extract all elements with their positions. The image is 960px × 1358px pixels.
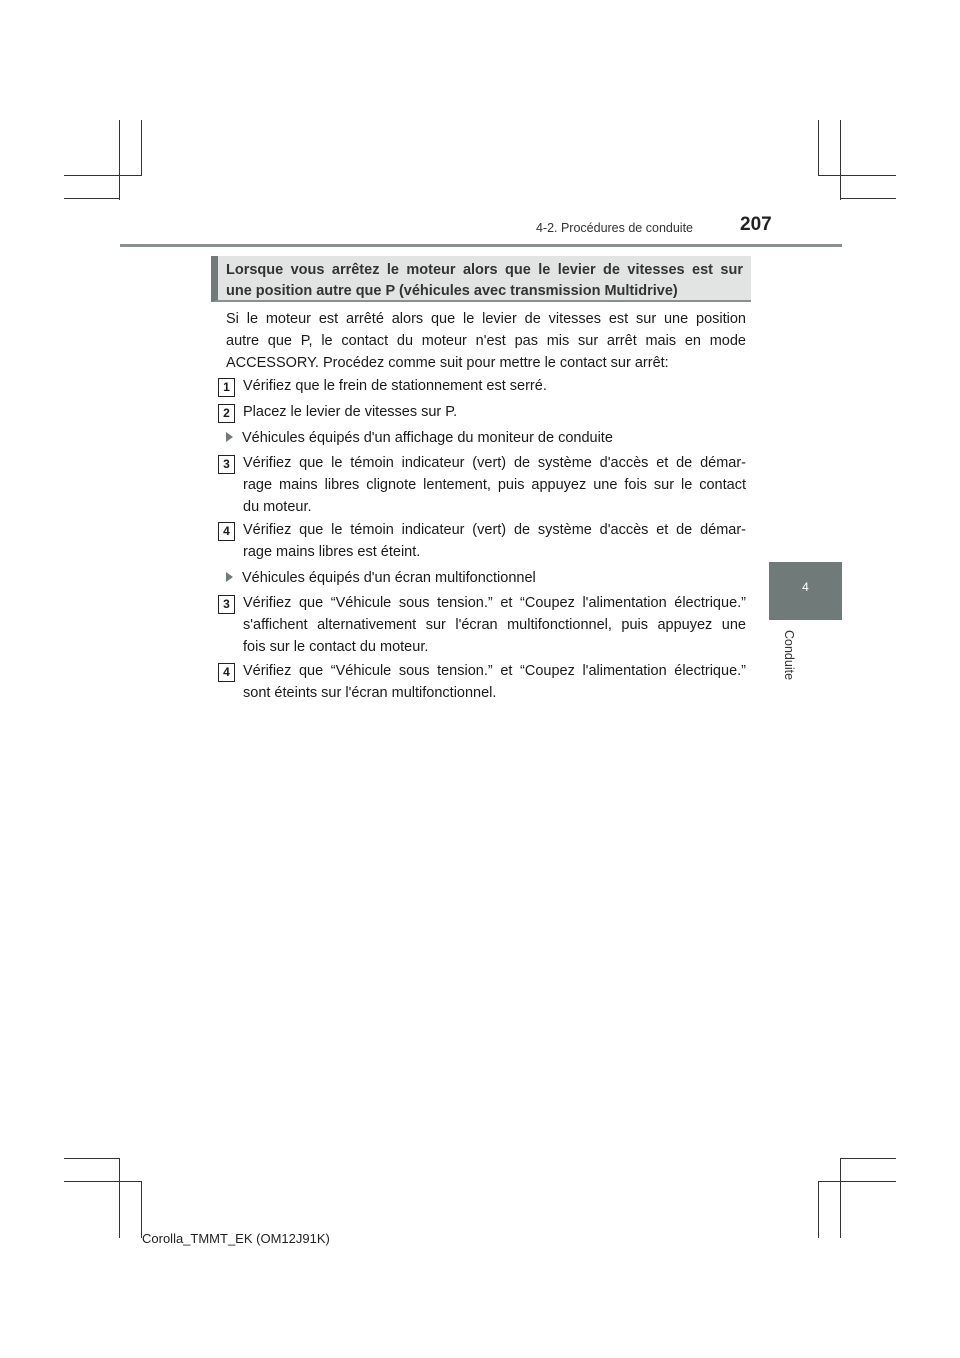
- chapter-number: 4: [802, 580, 809, 594]
- step-number-box: 4: [218, 663, 235, 682]
- footer-code: Corolla_TMMT_EK (OM12J91K): [142, 1231, 330, 1246]
- crop-mark: [64, 175, 142, 176]
- triangle-bullet-icon: [226, 572, 233, 582]
- step-line: Vérifiez que “Véhicule sous tension.” et “Coupez l'alimentation électrique.”: [243, 595, 746, 611]
- crop-mark: [64, 198, 120, 199]
- chapter-label: [782, 630, 810, 690]
- subsection-heading: [226, 427, 613, 449]
- step-line: s'affichent alternativement sur l'écran multifonctionnel, puis appuyez une: [243, 617, 746, 633]
- topic-title-line: une position autre que P (véhicules avec transmission Multidrive): [226, 283, 678, 299]
- header-divider: [120, 244, 842, 247]
- step-number-box: 1: [218, 378, 235, 397]
- step-line: Vérifiez que le témoin indicateur (vert) de système d'accès et de démar-: [243, 522, 746, 538]
- step-line: Vérifiez que le frein de stationnement est serré.: [243, 378, 547, 394]
- crop-mark: [840, 120, 841, 200]
- crop-mark: [840, 1158, 841, 1238]
- crop-mark: [141, 1181, 142, 1238]
- step-line: Placez le levier de vitesses sur P.: [243, 404, 458, 420]
- step-line: sont éteints sur l'écran multifonctionnel.: [243, 685, 497, 701]
- subsection-heading-text: Véhicules équipés d'un affichage du moniteur de conduite: [242, 430, 613, 446]
- step-text: [243, 660, 746, 704]
- crop-mark: [818, 120, 819, 176]
- crop-mark: [64, 1181, 142, 1182]
- intro-line: ACCESSORY. Procédez comme suit pour mettre le contact sur arrêt:: [226, 355, 669, 371]
- subsection-heading-text: Véhicules équipés d'un écran multifonctionnel: [242, 570, 536, 586]
- step-line: du moteur.: [243, 499, 312, 515]
- crop-mark: [818, 175, 896, 176]
- chapter-label-text: Conduite: [782, 630, 796, 681]
- triangle-bullet-icon: [226, 432, 233, 442]
- step-text: [243, 401, 746, 423]
- crop-mark: [818, 1181, 819, 1238]
- crop-mark: [119, 1158, 120, 1238]
- intro-line: Si le moteur est arrêté alors que le levier de vitesses est sur une position: [226, 311, 746, 327]
- step-text: [243, 592, 746, 658]
- chapter-tab: [769, 562, 842, 620]
- step-number-box: 3: [218, 595, 235, 614]
- step-line: Vérifiez que “Véhicule sous tension.” et “Coupez l'alimentation électrique.”: [243, 663, 746, 679]
- step-text: [243, 375, 746, 397]
- step-line: rage mains libres clignote lentement, puis appuyez une fois sur le contact: [243, 477, 746, 493]
- step-text: [243, 519, 746, 563]
- step-number-box: 2: [218, 404, 235, 423]
- step-line: rage mains libres est éteint.: [243, 544, 421, 560]
- topic-title-box: [211, 256, 751, 302]
- intro-paragraph: [226, 308, 746, 374]
- page-number: 207: [740, 214, 772, 235]
- intro-line: autre que P, le contact du moteur n'est pas mis sur arrêt mais en mode: [226, 333, 746, 349]
- step-text: [243, 452, 746, 518]
- step-line: fois sur le contact du moteur.: [243, 639, 429, 655]
- crop-mark: [840, 198, 896, 199]
- topic-title-line: Lorsque vous arrêtez le moteur alors que le levier de vitesses est sur: [226, 262, 743, 278]
- crop-mark: [119, 120, 120, 200]
- crop-mark: [141, 120, 142, 176]
- crop-mark: [840, 1158, 896, 1159]
- step-line: Vérifiez que le témoin indicateur (vert) de système d'accès et de démar-: [243, 455, 746, 471]
- section-title: 4-2. Procédures de conduite: [535, 221, 693, 235]
- step-number-box: 4: [218, 522, 235, 541]
- step-number-box: 3: [218, 455, 235, 474]
- crop-mark: [64, 1158, 120, 1159]
- crop-mark: [818, 1181, 896, 1182]
- subsection-heading: [226, 567, 536, 589]
